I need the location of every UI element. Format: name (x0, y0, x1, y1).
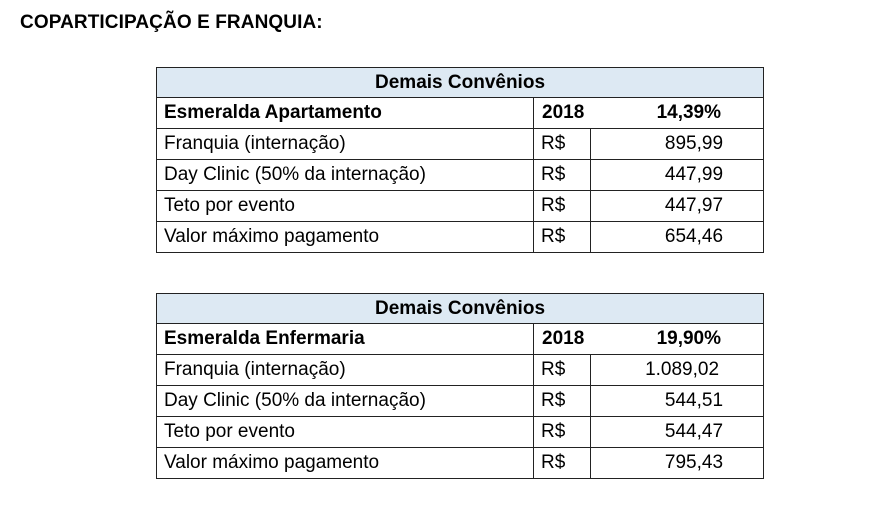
row-label: Teto por evento (157, 191, 534, 222)
row-label: Valor máximo pagamento (157, 448, 534, 479)
row-value: 447,97 (591, 191, 764, 222)
row-currency: R$ (534, 129, 591, 160)
row-value: 544,47 (591, 417, 764, 448)
row-label: Day Clinic (50% da internação) (157, 386, 534, 417)
plan-name: Esmeralda Enfermaria (157, 324, 534, 355)
plan-percent: 14,39% (656, 102, 722, 123)
fee-table-apartamento (156, 67, 764, 253)
row-currency: R$ (534, 222, 591, 253)
row-value: 654,46 (591, 222, 764, 253)
plan-header-row (157, 98, 764, 129)
row-label: Franquia (internação) (157, 129, 534, 160)
row-currency: R$ (534, 160, 591, 191)
plan-header-row (157, 324, 764, 355)
table-title: Demais Convênios (157, 294, 764, 324)
row-value: 544,51 (591, 386, 764, 417)
row-value: 447,99 (591, 160, 764, 191)
row-label: Teto por evento (157, 417, 534, 448)
row-label: Valor máximo pagamento (157, 222, 534, 253)
fee-table-enfermaria (156, 293, 764, 479)
row-value: 795,43 (591, 448, 764, 479)
row-value: 895,99 (591, 129, 764, 160)
plan-year-percent-cell (534, 98, 764, 129)
row-currency: R$ (534, 386, 591, 417)
table-title: Demais Convênios (157, 68, 764, 98)
row-value: 1.089,02 (591, 355, 764, 386)
row-currency: R$ (534, 448, 591, 479)
plan-year: 2018 (542, 328, 585, 349)
row-label: Franquia (internação) (157, 355, 534, 386)
row-currency: R$ (534, 191, 591, 222)
table-row (157, 386, 764, 417)
plan-year-percent-cell (534, 324, 764, 355)
row-currency: R$ (534, 417, 591, 448)
table-title-row (157, 68, 764, 98)
table-row (157, 129, 764, 160)
plan-year: 2018 (542, 102, 585, 123)
table-row (157, 222, 764, 253)
plan-percent: 19,90% (656, 328, 722, 349)
row-label: Day Clinic (50% da internação) (157, 160, 534, 191)
table-title-row (157, 294, 764, 324)
row-currency: R$ (534, 355, 591, 386)
table-row (157, 191, 764, 222)
table-row (157, 448, 764, 479)
table-row (157, 355, 764, 386)
page-heading: COPARTICIPAÇÃO E FRANQUIA: (20, 12, 323, 33)
table-row (157, 160, 764, 191)
table-row (157, 417, 764, 448)
plan-name: Esmeralda Apartamento (157, 98, 534, 129)
